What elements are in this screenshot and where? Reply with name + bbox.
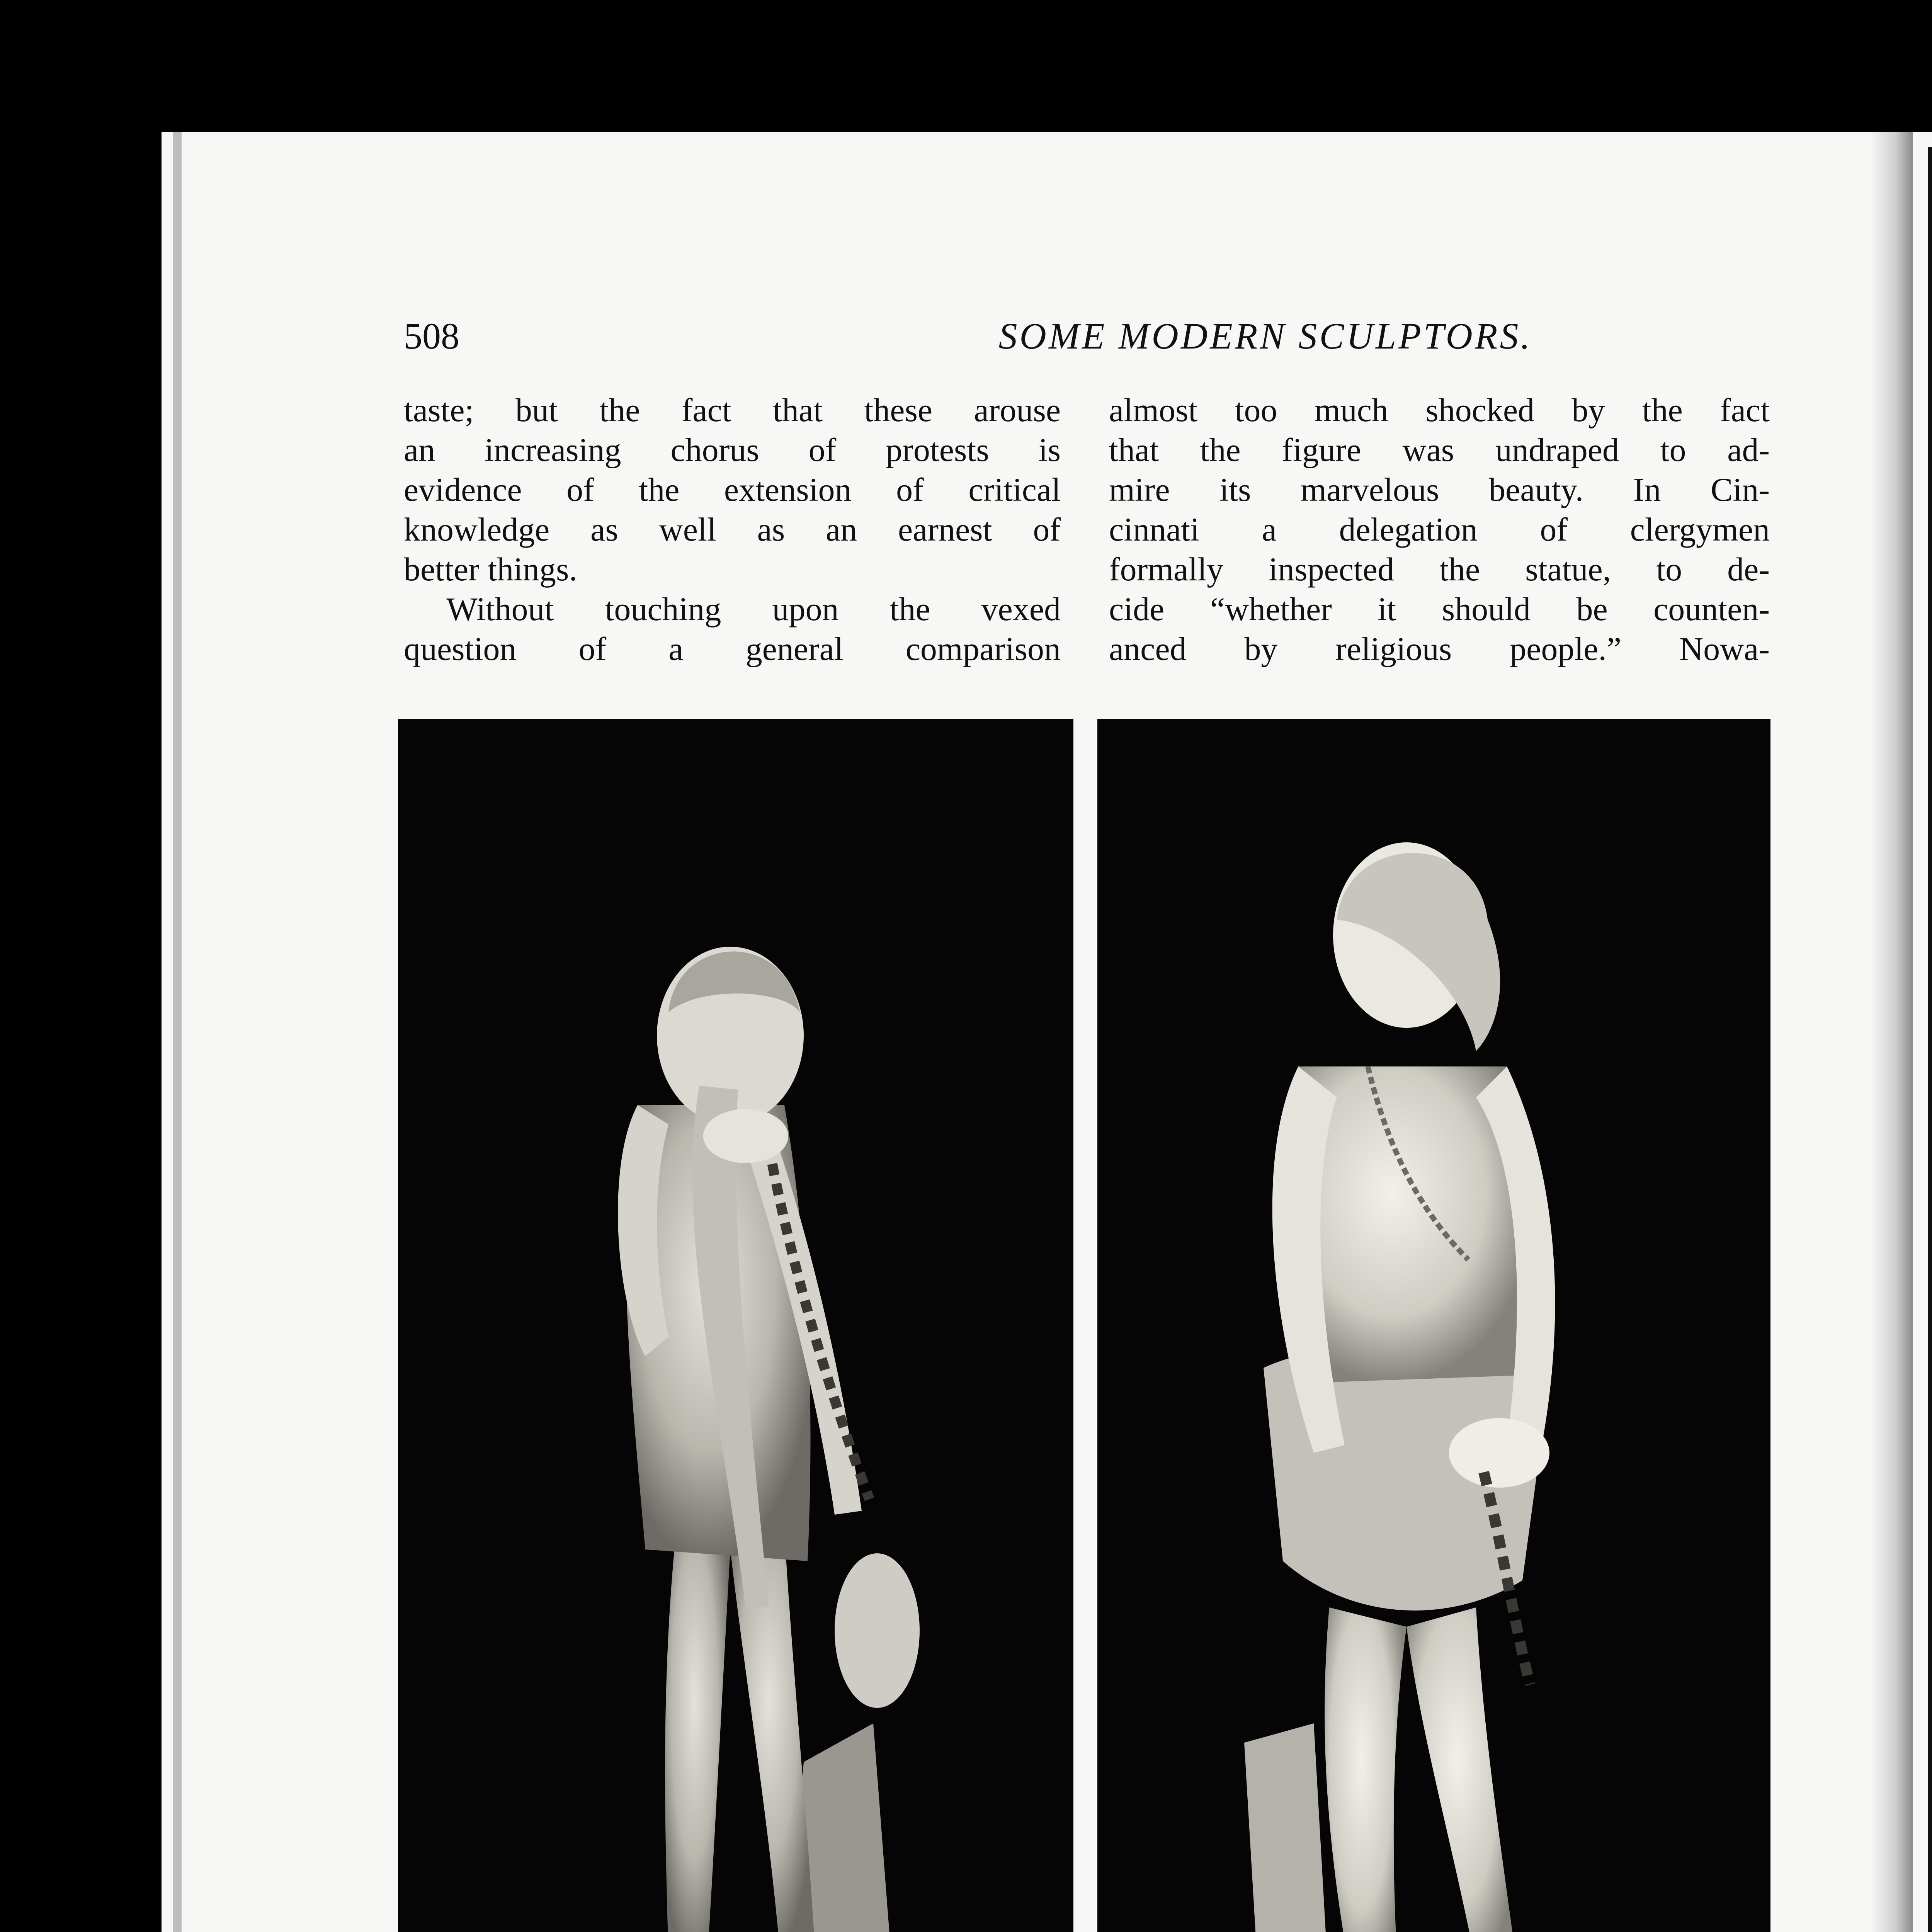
octoroon-statue-photo	[398, 719, 1073, 1932]
abyssinian-slave-statue-illustration	[1097, 719, 1770, 1932]
text-line: an increasing chorus of protests is	[404, 431, 1061, 468]
text-line: Without touching upon the vexed	[446, 590, 1061, 628]
text-line: formally inspected the statue, to de-	[1109, 551, 1770, 588]
text-line: question of a general comparison	[404, 630, 1061, 667]
text-line: knowledge as well as an earnest of	[404, 511, 1061, 548]
text-column-top-left	[404, 390, 1061, 669]
binding-edge	[1928, 147, 1932, 1932]
text-line: cide “whether it should be counten-	[1109, 590, 1770, 628]
text-line: evidence of the extension of critical	[404, 471, 1061, 508]
text-line: that the figure was undraped to ad-	[1109, 431, 1770, 468]
text-line: cinnati a delegation of clergymen	[1109, 511, 1770, 548]
abyssinian-slave-statue-photo	[1097, 719, 1770, 1932]
text-line: anced by religious people.” Nowa-	[1109, 630, 1770, 667]
gutter-shadow	[1870, 132, 1913, 1932]
text-column-top-right	[1109, 390, 1770, 669]
page-edge	[173, 132, 182, 1932]
text-line: mire its marvelous beauty. In Cin-	[1109, 471, 1770, 508]
text-line: better things.	[404, 551, 578, 588]
page-header	[404, 309, 1772, 363]
running-title: SOME MODERN SCULPTORS.	[998, 315, 1532, 357]
page-number: 508	[404, 315, 459, 357]
text-line: almost too much shocked by the fact	[1109, 391, 1770, 429]
text-line: taste; but the fact that these arouse	[404, 391, 1061, 429]
octoroon-statue-illustration	[398, 719, 1073, 1932]
